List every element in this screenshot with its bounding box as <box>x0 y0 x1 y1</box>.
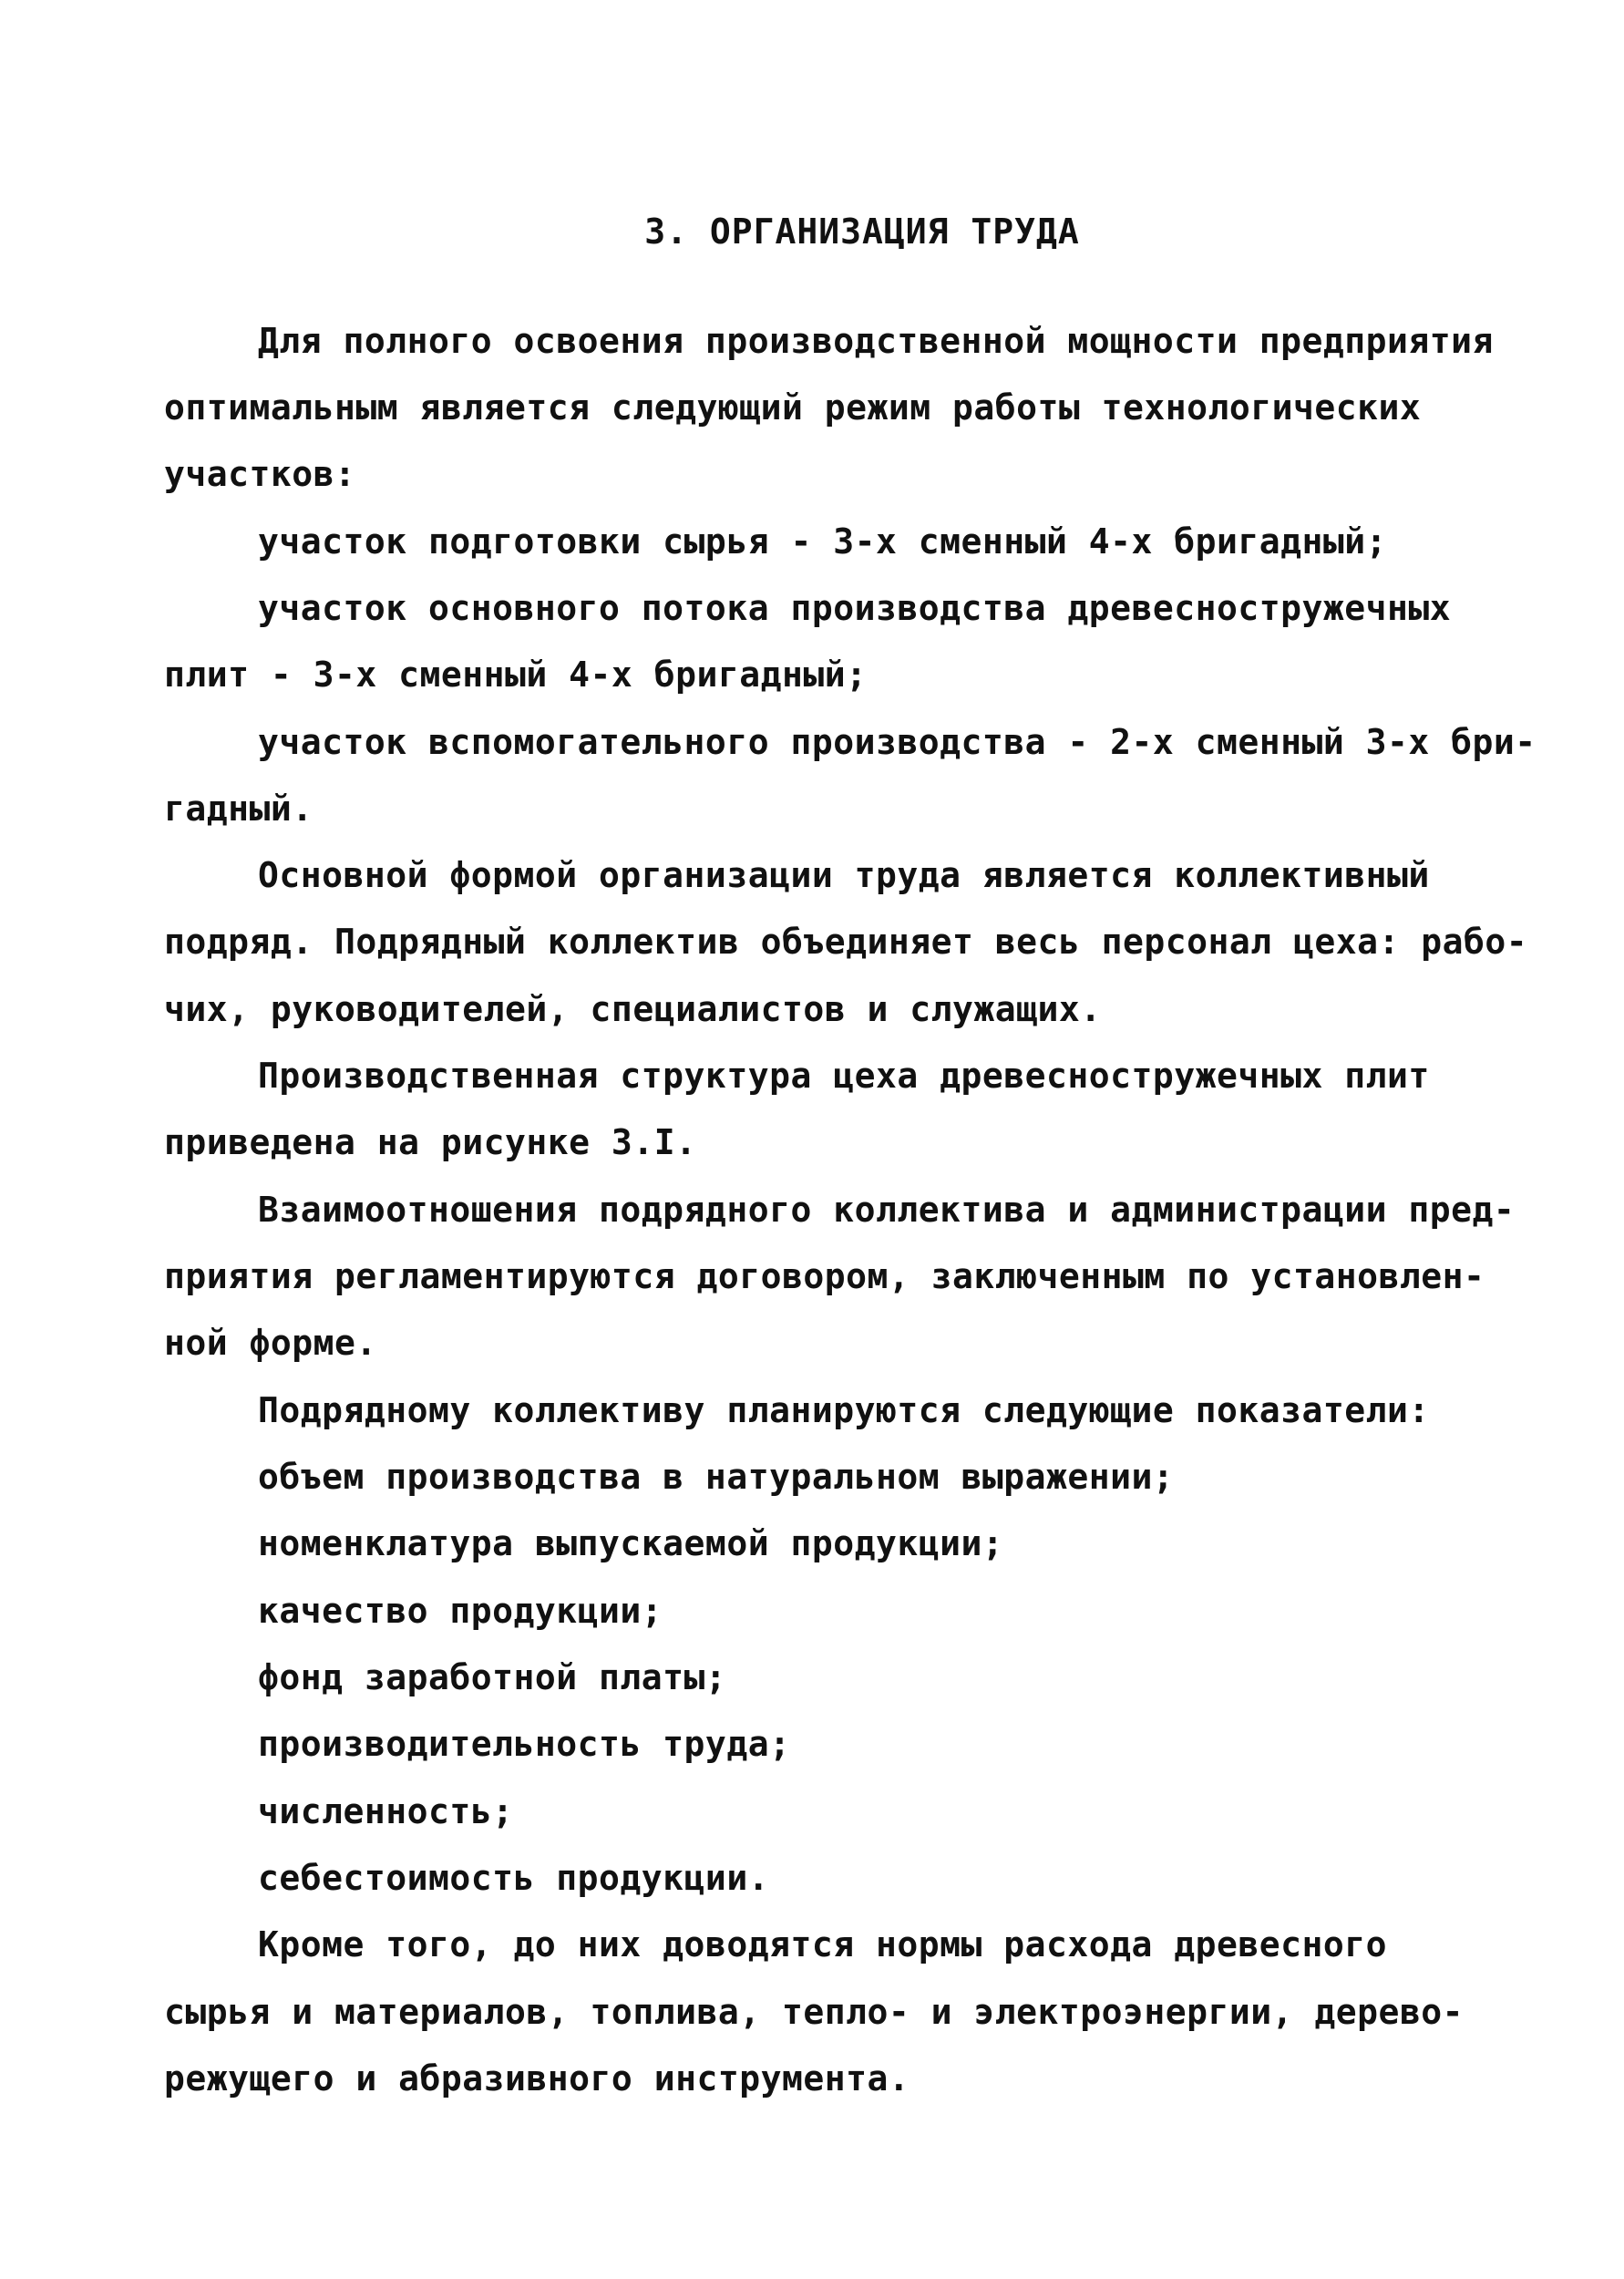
section-heading: 3. ОРГАНИЗАЦИЯ ТРУДА <box>644 211 1080 252</box>
text-line: производительность труда; <box>258 1724 791 1764</box>
text-line: Взаимоотношения подрядного коллектива и администрации пред- <box>258 1190 1516 1230</box>
text-line: участков: <box>164 454 356 494</box>
text-line: приятия регламентируются договором, заключенным по установлен- <box>164 1256 1485 1296</box>
text-line: ной форме. <box>164 1323 377 1363</box>
text-line: численность; <box>258 1791 514 1831</box>
text-line: участок подготовки сырья - 3-х сменный 4-х бригадный; <box>258 521 1388 562</box>
text-line: качество продукции; <box>258 1591 663 1631</box>
text-line: номенклатура выпускаемой продукции; <box>258 1523 1004 1563</box>
text-line: чих, руководителей, специалистов и служащих. <box>164 989 1102 1029</box>
text-line: участок вспомогательного производства - 2-х сменный 3-х бри- <box>258 722 1537 762</box>
text-line: Производственная структура цеха древесностружечных плит <box>258 1056 1430 1096</box>
text-line: гадный. <box>164 789 313 829</box>
text-line: Кроме того, до них доводятся нормы расхода древесного <box>258 1924 1388 1964</box>
text-line: участок основного потока производства древесностружечных <box>258 588 1452 628</box>
text-line: оптимальным является следующий режим работы технологических <box>164 387 1422 428</box>
text-line: Подрядному коллективу планируются следующие показатели: <box>258 1390 1430 1430</box>
text-line: Основной формой организации труда является коллективный <box>258 855 1430 895</box>
text-line: плит - 3-х сменный 4-х бригадный; <box>164 655 868 695</box>
text-line: Для полного освоения производственной мощности предприятия <box>258 321 1494 361</box>
text-line: себестоимость продукции. <box>258 1858 770 1898</box>
text-line: режущего и абразивного инструмента. <box>164 2058 910 2099</box>
text-line: приведена на рисунке 3.I. <box>164 1122 697 1162</box>
text-line: объем производства в натуральном выражении; <box>258 1457 1175 1497</box>
text-line: сырья и материалов, топлива, тепло- и электроэнергии, дерево- <box>164 1992 1465 2032</box>
text-line: фонд заработной платы; <box>258 1657 727 1697</box>
text-line: подряд. Подрядный коллектив объединяет весь персонал цеха: рабо- <box>164 922 1528 962</box>
